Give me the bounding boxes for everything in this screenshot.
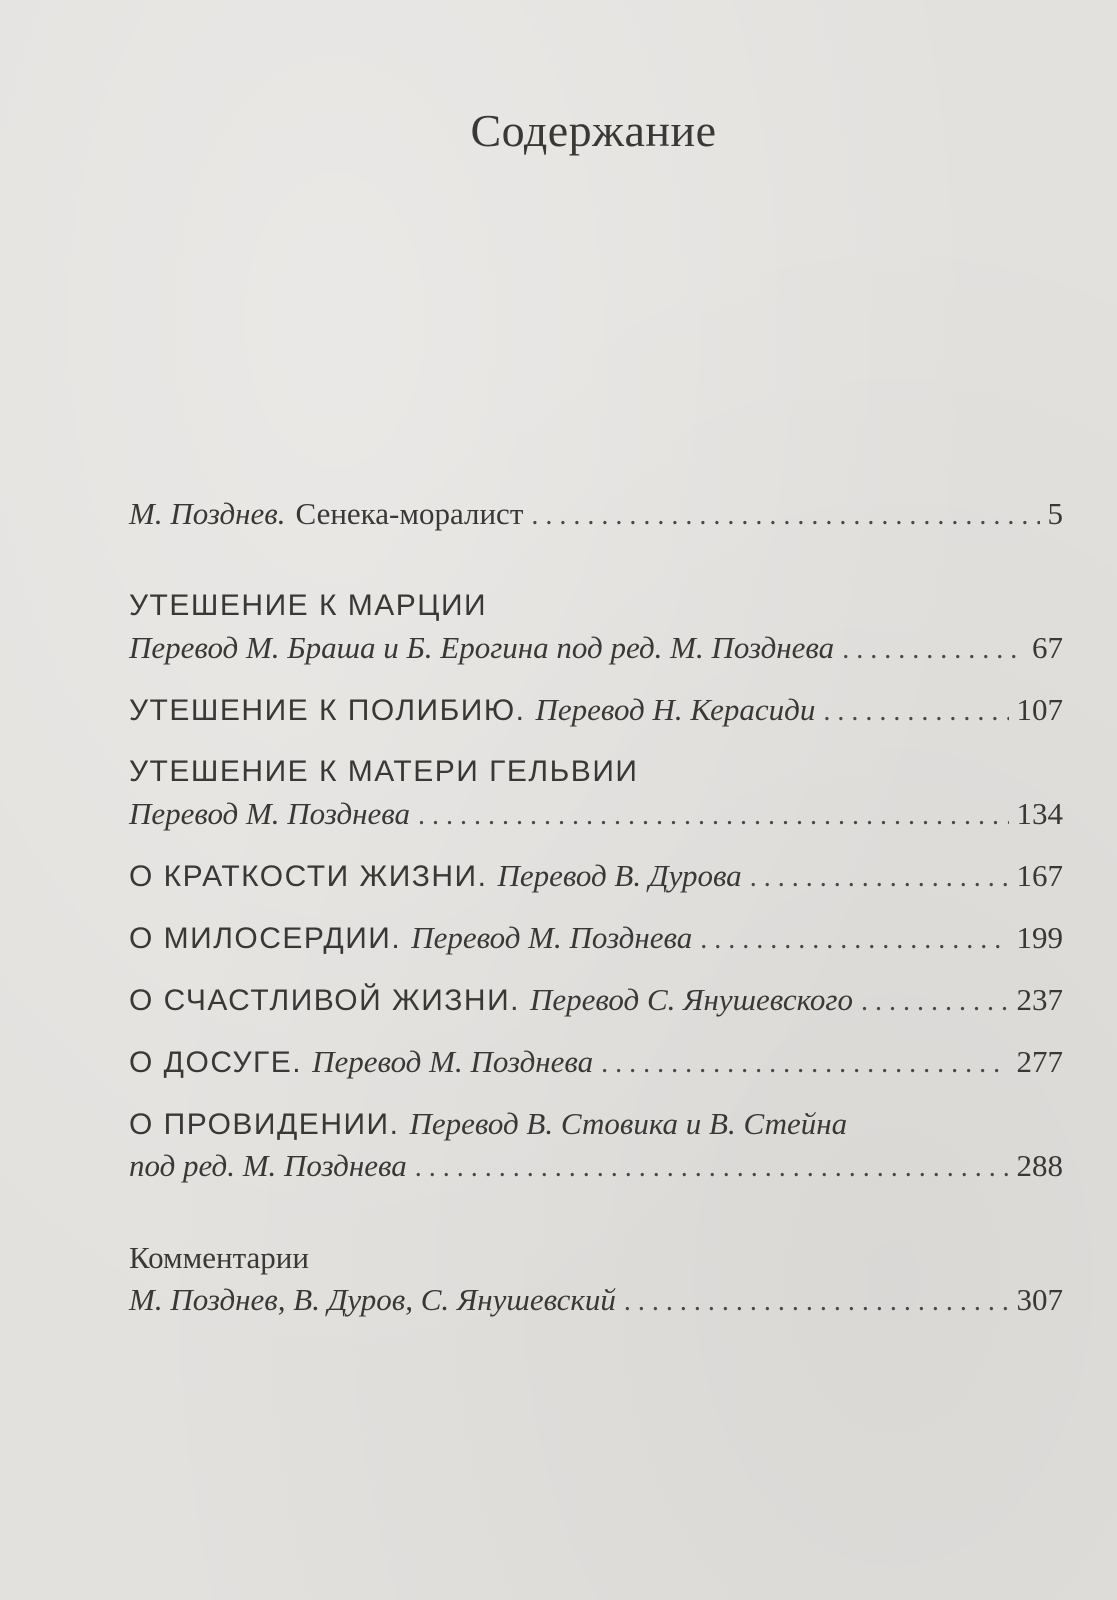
toc-heading: О СЧАСТЛИВОЙ ЖИЗНИ.: [129, 984, 520, 1017]
toc-translation: М. Позднев, В. Дуров, С. Янушевский: [129, 1282, 616, 1317]
toc-title: Сенека-моралист: [295, 496, 524, 531]
dot-leader: [823, 692, 1008, 732]
toc-entry-preface[interactable]: [129, 494, 1063, 536]
toc-translation: Перевод С. Янушевского: [529, 982, 854, 1017]
dot-leader: [415, 1148, 1009, 1188]
toc-heading: О ПРОВИДЕНИИ.: [129, 1108, 400, 1141]
toc-translation: Перевод М. Позднева: [129, 796, 411, 831]
toc-entry[interactable]: [129, 856, 1063, 898]
toc-heading: О ДОСУГЕ.: [129, 1046, 303, 1079]
toc-page-number: 277: [1016, 1044, 1063, 1079]
toc-translation: Перевод В. Дурова: [497, 858, 742, 893]
toc-page-number: 134: [1016, 796, 1063, 831]
toc-page-number: 288: [1016, 1148, 1063, 1183]
toc-entry-heading[interactable]: [129, 586, 1063, 626]
toc-entry[interactable]: [129, 1280, 1063, 1322]
toc-page-number: 237: [1016, 982, 1063, 1017]
toc-entry[interactable]: [129, 690, 1063, 732]
toc-entry-heading[interactable]: [129, 752, 1063, 792]
dot-leader: [531, 496, 1039, 536]
toc-heading: УТЕШЕНИЕ К ПОЛИБИЮ.: [129, 694, 526, 727]
toc-entry[interactable]: [129, 918, 1063, 960]
dot-leader: [418, 796, 1008, 836]
toc-translation: Перевод В. Стовика и В. Стейна: [409, 1106, 848, 1141]
dot-leader: [750, 858, 1009, 898]
toc-translation: Перевод М. Позднева: [411, 920, 693, 955]
toc-translation-cont: под ред. М. Позднева: [129, 1148, 407, 1183]
toc-page-number: 67: [1032, 630, 1063, 665]
toc-entry[interactable]: [129, 1042, 1063, 1084]
toc-page-number: 5: [1047, 496, 1063, 531]
toc-entry[interactable]: [129, 980, 1063, 1022]
toc-translation: Перевод М. Позднева: [312, 1044, 594, 1079]
toc-author: М. Позднев.: [129, 496, 286, 531]
toc-entry-heading[interactable]: [129, 1104, 1063, 1145]
page-title: Содержание: [470, 105, 717, 156]
toc-entry[interactable]: [129, 1146, 1063, 1188]
toc-heading: УТЕШЕНИЕ К МАРЦИИ: [129, 589, 488, 622]
toc-entry[interactable]: [129, 794, 1063, 836]
toc-heading: О КРАТКОСТИ ЖИЗНИ.: [129, 860, 488, 893]
dot-leader: [601, 1044, 1008, 1084]
toc-page-number: 107: [1016, 692, 1063, 727]
toc-page-number: 199: [1016, 920, 1063, 955]
toc-heading: Комментарии: [129, 1240, 309, 1275]
dot-leader: [624, 1282, 1009, 1322]
dot-leader: [700, 920, 1008, 960]
toc-page-number: 167: [1016, 858, 1063, 893]
dot-leader: [842, 630, 1024, 670]
toc-page-number: 307: [1016, 1282, 1063, 1317]
toc-heading: О МИЛОСЕРДИИ.: [129, 922, 402, 955]
toc-entry[interactable]: [129, 628, 1063, 670]
toc-entry-heading[interactable]: [129, 1238, 1063, 1278]
dot-leader: [861, 982, 1008, 1022]
toc-translation: Перевод Н. Керасиди: [535, 692, 816, 727]
toc-translation: Перевод М. Браша и Б. Ерогина под ред. М. Позднева: [129, 630, 835, 665]
toc-heading: УТЕШЕНИЕ К МАТЕРИ ГЕЛЬВИИ: [129, 755, 639, 788]
